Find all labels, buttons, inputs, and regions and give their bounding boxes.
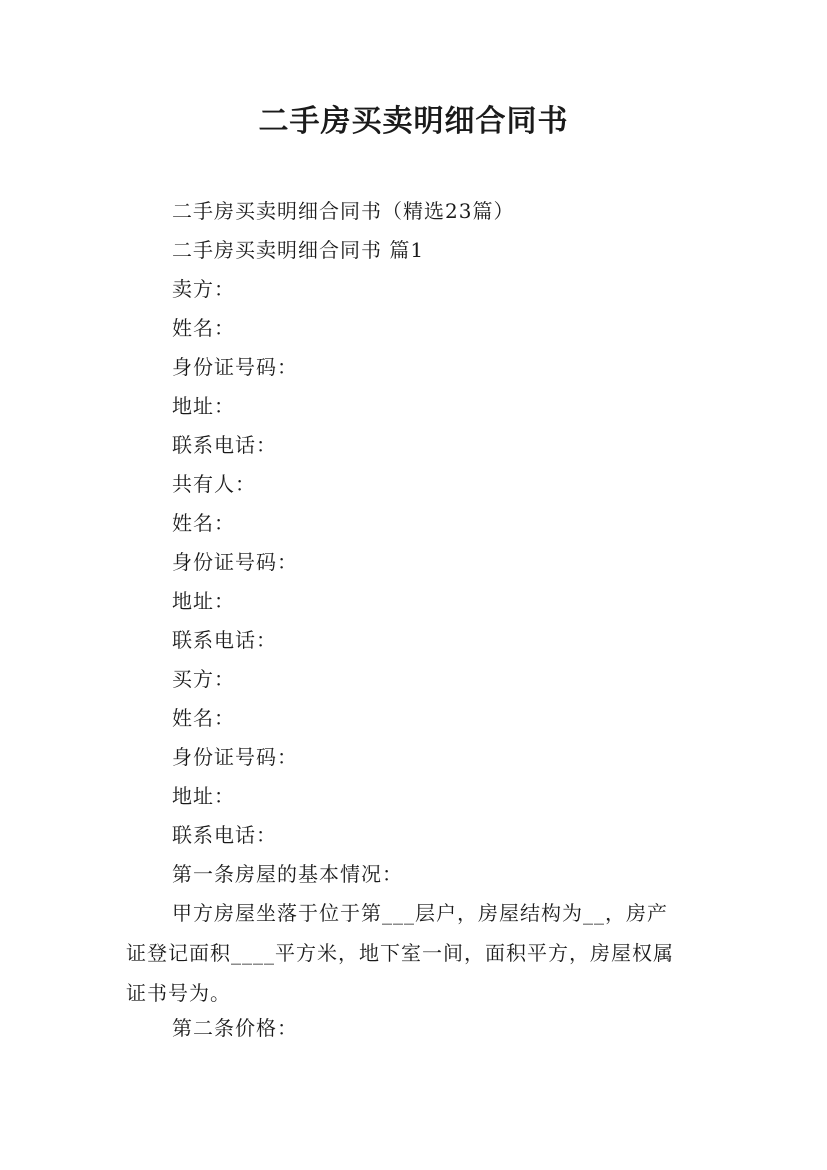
- section-2-heading: 第二条价格：: [172, 1016, 298, 1040]
- seller-phone-field: 联系电话：: [172, 433, 277, 457]
- seller-name-field: 姓名：: [172, 316, 235, 340]
- co-owner-address-field: 地址：: [172, 589, 235, 613]
- paragraph-row: 证书号为。: [126, 981, 231, 1005]
- paragraph-row: 甲方房屋坐落于位于第___层户，房屋结构为__，房产: [172, 901, 668, 925]
- buyer-name-field: 姓名：: [172, 706, 235, 730]
- buyer-id-field: 身份证号码：: [172, 745, 298, 769]
- document-title: 二手房买卖明细合同书: [258, 104, 569, 139]
- seller-id-field: 身份证号码：: [172, 355, 298, 379]
- buyer-address-field: 地址：: [172, 784, 235, 808]
- co-owner-name-field: 姓名：: [172, 511, 235, 535]
- paragraph-row: 证登记面积____平方米，地下室一间，面积平方，房屋权属: [126, 941, 674, 965]
- article-heading: 二手房买卖明细合同书 篇1: [172, 238, 425, 262]
- buyer-label: 买方：: [172, 667, 235, 691]
- section-1-paragraph: [126, 893, 706, 1013]
- buyer-phone-field: 联系电话：: [172, 823, 277, 847]
- document-subtitle: 二手房买卖明细合同书（精选23篇）: [172, 199, 515, 223]
- seller-address-field: 地址：: [172, 394, 235, 418]
- seller-label: 卖方：: [172, 277, 235, 301]
- co-owner-label: 共有人：: [172, 472, 256, 496]
- co-owner-phone-field: 联系电话：: [172, 628, 277, 652]
- co-owner-id-field: 身份证号码：: [172, 550, 298, 574]
- section-1-heading: 第一条房屋的基本情况：: [172, 862, 403, 886]
